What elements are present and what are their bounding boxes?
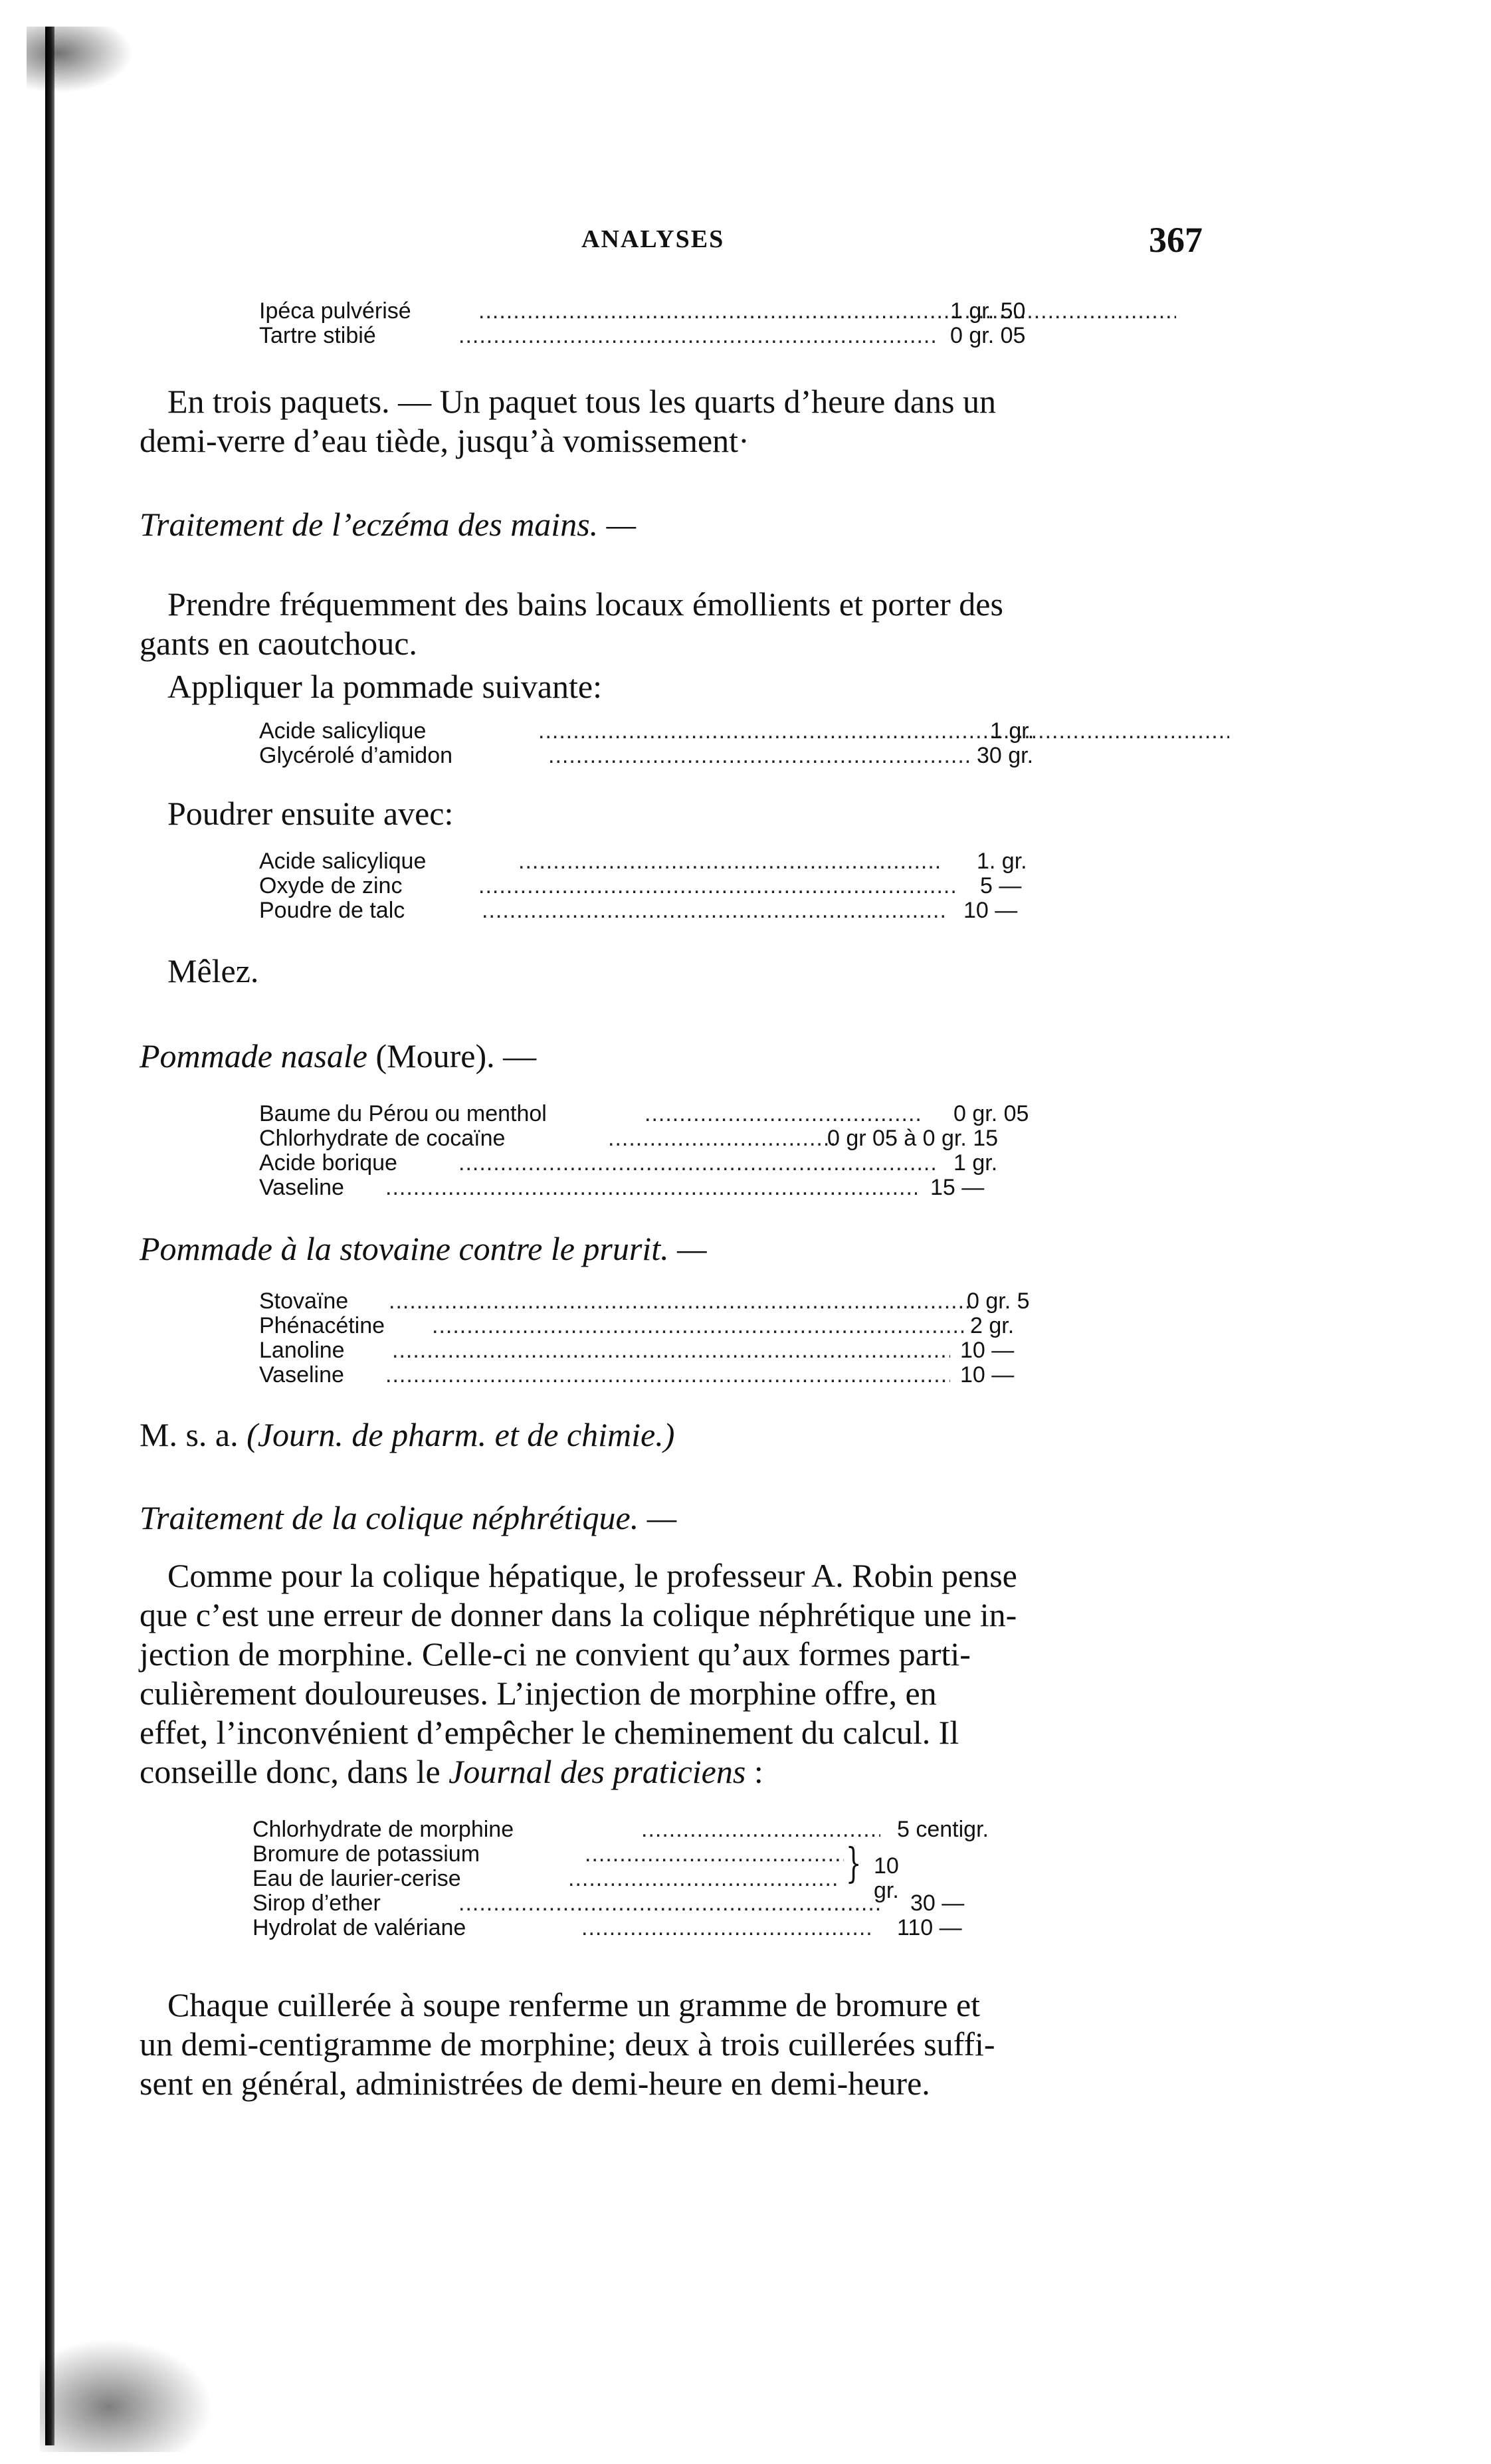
leader-dots	[568, 1867, 841, 1891]
ingredient-qty: 5 centigr.	[897, 1817, 989, 1842]
text-line: Mêlez.	[167, 952, 259, 989]
text-line: sent en général, administrées de demi-heure en demi-heure.	[140, 2065, 930, 2102]
leader-dots	[585, 1842, 844, 1867]
ingredient-name: Bromure de potassium	[252, 1841, 480, 1867]
running-head	[140, 219, 1203, 259]
brace-qty: 10 gr.	[874, 1853, 899, 1903]
ingredient-name: Acide salicylique	[259, 849, 427, 874]
ingredient-name: Lanoline	[259, 1338, 345, 1363]
ingredient-qty: 1. gr.	[977, 849, 1027, 874]
text-line: que c’est une erreur de donner dans la colique néphrétique une in-	[140, 1596, 1017, 1633]
ingredient-name: Ipéca pulvérisé	[259, 298, 411, 324]
ingredient-name: Acide salicylique	[259, 718, 427, 744]
text-line: Comme pour la colique hépatique, le professeur A. Robin pense	[167, 1557, 1017, 1594]
text-line: Chaque cuillerée à soupe renferme un gramme de bromure et	[167, 1986, 981, 2023]
ingredient-name: Eau de laurier-cerise	[252, 1866, 461, 1891]
leader-dots	[608, 1126, 834, 1151]
paragraph	[140, 667, 1203, 706]
section-heading: Traitement de la colique néphrétique. —	[140, 1499, 677, 1536]
ingredient-name: Chlorhydrate de morphine	[252, 1817, 514, 1842]
leader-dots	[385, 1176, 917, 1200]
paragraph	[140, 952, 1203, 991]
leader-dots	[482, 898, 947, 923]
section-heading: Traitement de l’eczéma des mains. —	[140, 506, 637, 543]
leader-dots	[478, 299, 1176, 324]
paragraph	[140, 585, 1203, 663]
leader-dots	[458, 1151, 937, 1176]
leader-dots	[389, 1289, 973, 1314]
ingredient-qty: 30 —	[910, 1891, 965, 1916]
text-line: En trois paquets. — Un paquet tous les quarts d’heure dans un	[167, 383, 996, 420]
text-line: culièrement douloureuses. L’injection de morphine offre, en	[140, 1675, 937, 1712]
text-line: Prendre fréquemment des bains locaux émollients et porter des	[167, 585, 1003, 623]
section-heading: Pommade à la stovaine contre le prurit. —	[140, 1230, 707, 1267]
leader-dots	[548, 744, 973, 768]
text-line: Appliquer la pommade suivante:	[167, 668, 603, 705]
ingredient-qty: 110 —	[897, 1915, 962, 1940]
leader-dots	[641, 1817, 880, 1842]
text-line: conseille donc, dans le Journal des praticiens :	[140, 1753, 763, 1790]
ingredient-qty: 1 gr.	[953, 1150, 998, 1176]
leader-dots	[538, 719, 1229, 744]
leader-dots	[385, 1363, 950, 1387]
text-line: gants en caoutchouc.	[140, 625, 417, 662]
ingredient-name: Stovaïne	[259, 1288, 349, 1314]
ingredient-qty: 0 gr. 05	[950, 323, 1026, 348]
text-line: demi-verre d’eau tiède, jusqu’à vomissement·	[140, 422, 749, 459]
ingredient-qty: 0 gr 05 à 0 gr. 15	[827, 1126, 999, 1151]
text-line: un demi-centigramme de morphine; deux à trois cuillerées suffi-	[140, 2025, 995, 2063]
leader-dots	[458, 1891, 884, 1916]
paragraph	[140, 1556, 1203, 1792]
leader-dots	[392, 1338, 950, 1363]
ingredient-qty: 15 —	[930, 1175, 985, 1200]
ingredient-qty: 10 —	[960, 1338, 1015, 1363]
ingredient-qty: 0 gr. 05	[953, 1101, 1029, 1126]
ingredient-name: Vaseline	[259, 1175, 344, 1200]
leader-dots	[581, 1916, 874, 1940]
ingredient-qty: 30 gr.	[977, 743, 1034, 768]
ingredient-name: Poudre de talc	[259, 898, 405, 923]
ingredient-qty: 0 gr. 5	[967, 1288, 1030, 1314]
leader-dots	[432, 1314, 963, 1338]
ingredient-name: Tartre stibié	[259, 323, 376, 348]
ingredient-name: Acide borique	[259, 1150, 397, 1176]
page-number: 367	[1149, 220, 1203, 260]
leader-dots	[518, 849, 944, 874]
ingredient-name: Chlorhydrate de cocaïne	[259, 1126, 506, 1151]
leader-dots	[458, 324, 937, 348]
running-title: ANALYSES	[581, 225, 725, 253]
ingredient-qty: 5 —	[980, 873, 1022, 898]
paragraph	[140, 794, 1203, 833]
text-line: effet, l’inconvénient d’empêcher le cheminement du calcul. Il	[140, 1714, 959, 1751]
ingredient-name: Baume du Pérou ou menthol	[259, 1101, 547, 1126]
citation: (Journ. de pharm. et de chimie.)	[247, 1416, 675, 1453]
ingredient-qty: 10 —	[963, 898, 1018, 923]
leader-dots	[645, 1102, 924, 1126]
brace-icon: }	[845, 1839, 862, 1887]
ingredient-name: Phénacétine	[259, 1313, 385, 1338]
leader-dots	[478, 874, 957, 898]
ingredient-name: Hydrolat de valériane	[252, 1915, 466, 1940]
text-line: jection de morphine. Celle-ci ne convient qu’aux formes parti-	[140, 1635, 971, 1673]
paragraph	[140, 1415, 1203, 1455]
ingredient-name: Sirop d’ether	[252, 1891, 381, 1916]
paragraph	[140, 382, 1203, 461]
ingredient-qty: 1 gr. 50	[950, 298, 1026, 324]
ingredient-name: Oxyde de zinc	[259, 873, 403, 898]
ingredient-qty: 1 gr.	[990, 718, 1035, 744]
citation: Journal des praticiens	[448, 1753, 746, 1790]
text-line: Poudrer ensuite avec:	[167, 795, 454, 832]
text-line: M. s. a. (Journ. de pharm. et de chimie.)	[140, 1416, 675, 1453]
ingredient-qty: 2 gr.	[970, 1313, 1015, 1338]
ingredient-qty: 10 —	[960, 1362, 1015, 1387]
section-heading: Pommade nasale (Moure). —	[140, 1037, 537, 1075]
paragraph	[140, 1986, 1203, 2103]
ingredient-name: Vaseline	[259, 1362, 344, 1387]
ingredient-name: Glycérolé d’amidon	[259, 743, 453, 768]
